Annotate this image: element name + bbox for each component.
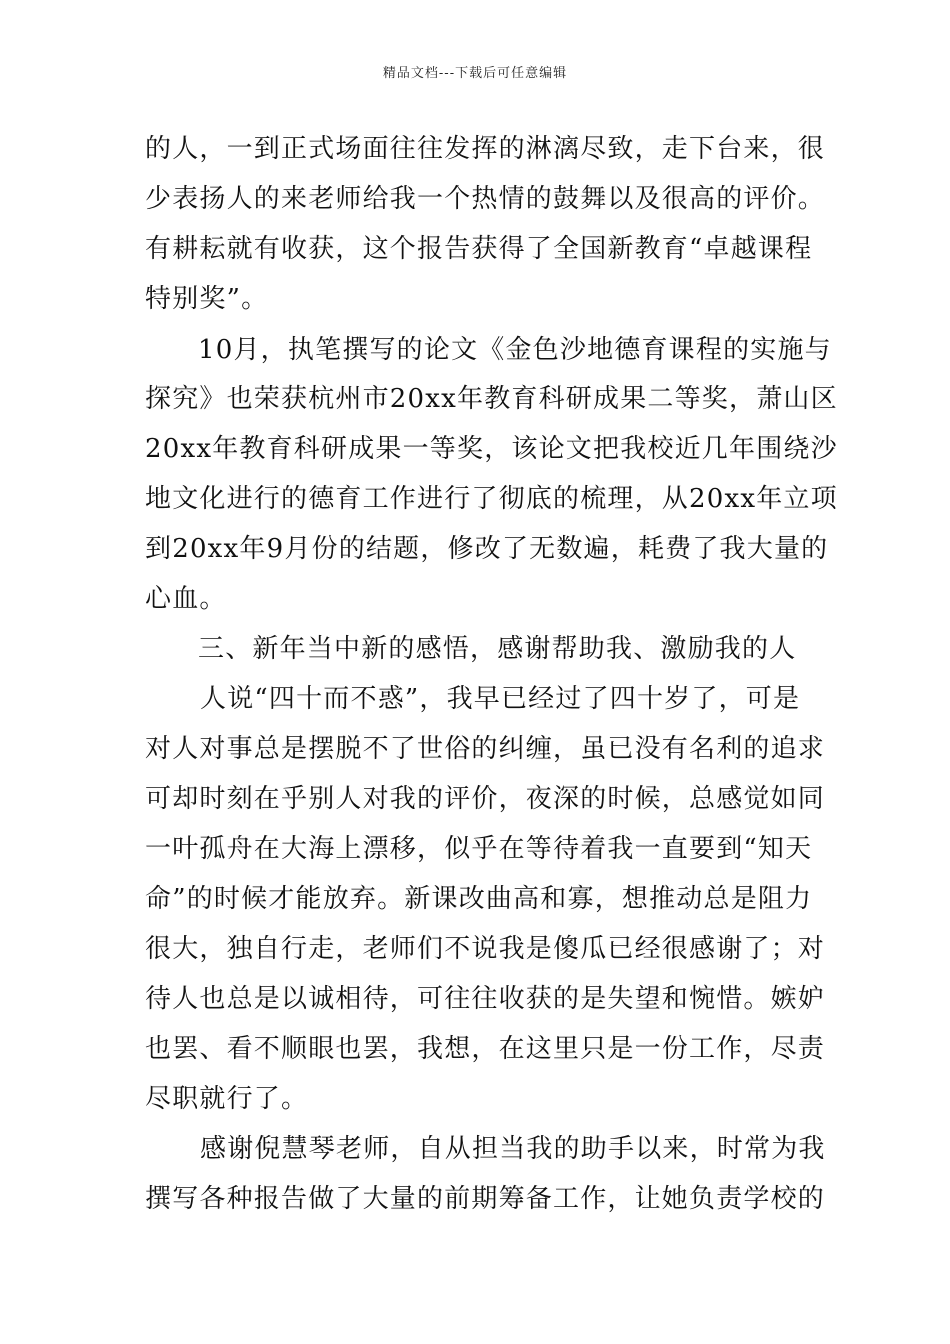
paragraph-line: 命”的时候才能放弃。新课改曲高和寡，想推动总是阻力 <box>145 884 813 914</box>
section-heading: 三、新年当中新的感悟，感谢帮助我、激励我的人 <box>198 634 797 664</box>
paragraph-line: 可却时刻在乎别人对我的评价，夜深的时候，总感觉如同 <box>145 784 826 814</box>
paragraph-line: 地文化进行的德育工作进行了彻底的梳理，从20xx年立项 <box>145 484 838 514</box>
paragraph-line: 有耕耘就有收获，这个报告获得了全国新教育“卓越课程 <box>145 234 813 264</box>
paragraph-line: 也罢、看不顺眼也罢，我想，在这里只是一份工作，尽责 <box>145 1034 826 1064</box>
paragraph-line: 特别奖”。 <box>145 284 269 314</box>
paragraph-line: 撰写各种报告做了大量的前期筹备工作，让她负责学校的 <box>145 1184 826 1214</box>
paragraph-line: 对人对事总是摆脱不了世俗的纠缠，虽已没有名利的追求 <box>145 734 826 764</box>
paragraph-line: 一叶孤舟在大海上漂移，似乎在等待着我一直要到“知天 <box>145 834 813 864</box>
paragraph-line: 20xx年教育科研成果一等奖，该论文把我校近几年围绕沙 <box>145 434 838 464</box>
paragraph-line: 心血。 <box>145 584 227 614</box>
paragraph-line: 10月，执笔撰写的论文《金色沙地德育课程的实施与 <box>198 335 832 365</box>
paragraph-line: 到20xx年9月份的结题，修改了无数遍，耗费了我大量的 <box>145 534 829 564</box>
paragraph-line: 尽职就行了。 <box>145 1084 309 1114</box>
paragraph-line: 少表扬人的来老师给我一个热情的鼓舞以及很高的评价。 <box>145 184 826 214</box>
page-header: 精品文档---下载后可任意编辑 <box>382 66 568 81</box>
paragraph-line: 人说“四十而不惑”，我早已经过了四十岁了，可是 <box>200 684 801 714</box>
paragraph-line: 探究》也荣获杭州市20xx年教育科研成果二等奖，萧山区 <box>145 384 838 414</box>
paragraph-line: 待人也总是以诚相待，可往往收获的是失望和惋惜。嫉妒 <box>145 984 826 1014</box>
paragraph-line: 的人，一到正式场面往往发挥的淋漓尽致，走下台来，很 <box>145 134 826 164</box>
paragraph-line: 感谢倪慧琴老师，自从担当我的助手以来，时常为我 <box>200 1134 826 1164</box>
paragraph-line: 很大，独自行走，老师们不说我是傻瓜已经很感谢了；对 <box>145 934 826 964</box>
